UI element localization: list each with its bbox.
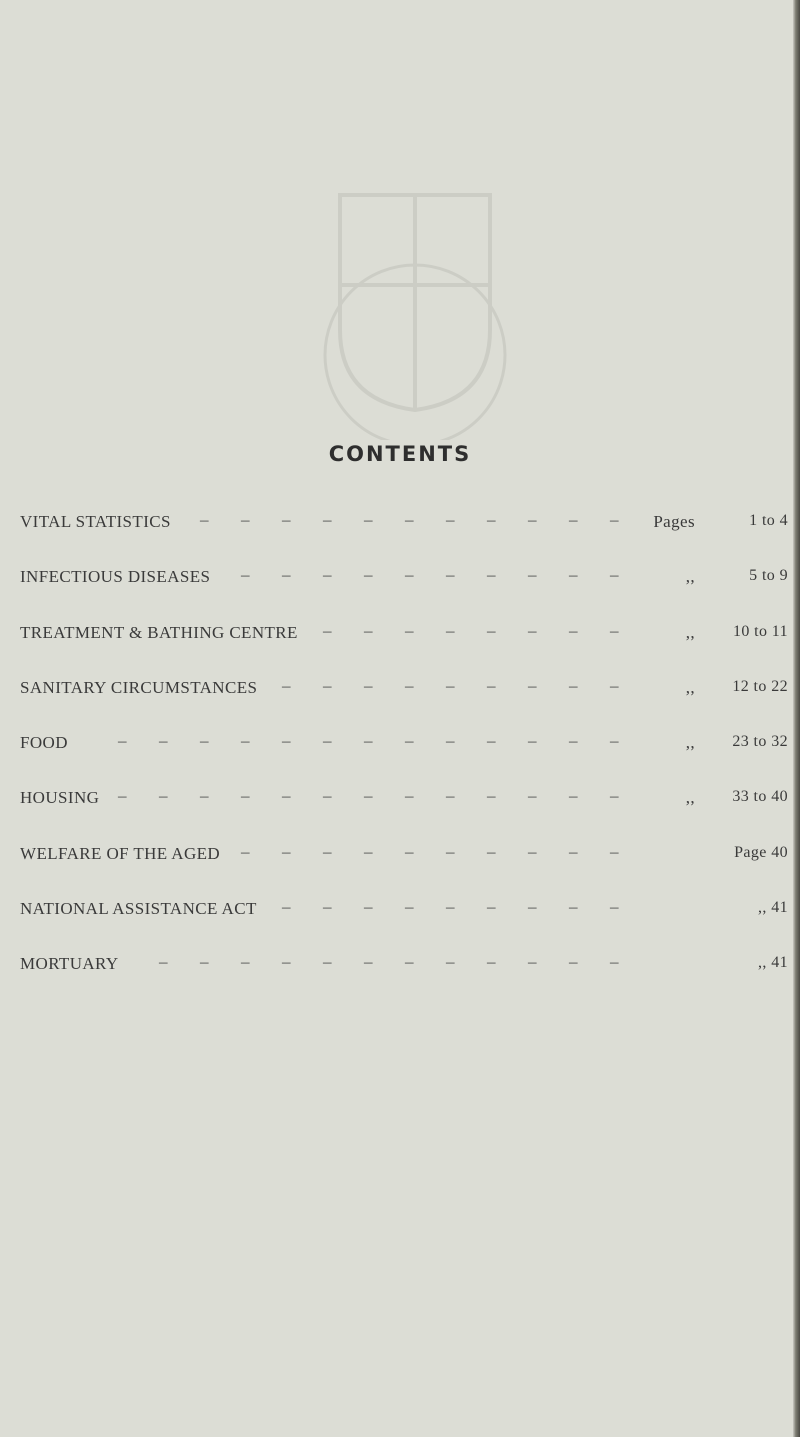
leader-dash: – xyxy=(446,952,455,972)
leader-dash: – xyxy=(323,620,332,640)
entry-title: SANITARY CIRCUMSTANCES xyxy=(20,677,258,697)
leader-dash: – xyxy=(569,897,578,917)
leader-dash: – xyxy=(446,565,455,585)
leader-dash: – xyxy=(487,620,496,640)
leader-dash: – xyxy=(487,897,496,917)
leader-dash: – xyxy=(159,952,168,972)
entry-page-range: Page 40 xyxy=(734,843,788,861)
entry-page-range: ,, 41 xyxy=(758,899,788,917)
leader-dash: – xyxy=(200,952,209,972)
contents-entry xyxy=(20,733,790,788)
entry-page-range: ,, 41 xyxy=(758,954,788,972)
entry-title: INFECTIOUS DISEASES xyxy=(20,567,211,587)
leader-dash: – xyxy=(159,731,168,751)
leader-dash: – xyxy=(405,620,414,640)
entry-page-prefix: ,, xyxy=(685,788,695,808)
leader-dash: – xyxy=(241,786,250,806)
leader-dash: – xyxy=(487,510,496,529)
leader-dash: – xyxy=(364,620,373,640)
leader-dash: – xyxy=(610,786,619,806)
leader-dash: – xyxy=(610,897,619,917)
leader-dash: – xyxy=(241,952,250,972)
leader-dash: – xyxy=(446,841,455,861)
leader-dash: – xyxy=(446,731,455,751)
entry-page-range: 33 to 40 xyxy=(732,788,788,806)
entry-title: MORTUARY xyxy=(20,954,119,974)
entry-title: VITAL STATISTICS xyxy=(20,512,171,531)
contents-entry xyxy=(20,954,790,1009)
leader-dash: – xyxy=(610,620,619,640)
leader-dash: – xyxy=(364,675,373,695)
crest-watermark xyxy=(0,0,800,440)
leader-dash: – xyxy=(364,565,373,585)
leader-dash: – xyxy=(282,731,291,751)
leader-dash: – xyxy=(405,841,414,861)
contents-entry xyxy=(20,512,790,567)
leader-dash: – xyxy=(528,786,537,806)
leader-dash: – xyxy=(610,510,619,529)
leader-dash: – xyxy=(569,841,578,861)
page-edge xyxy=(793,0,800,1437)
leader-dash: – xyxy=(569,620,578,640)
leader-dash: – xyxy=(569,565,578,585)
entry-page-prefix: ,, xyxy=(685,733,695,753)
page-title: CONTENTS xyxy=(328,442,472,466)
contents-entry xyxy=(20,620,790,678)
entry-page-prefix: Pages xyxy=(653,512,695,531)
entry-page-range: 1 to 4 xyxy=(749,512,788,529)
leader-dash: – xyxy=(446,620,455,640)
contents-entry xyxy=(20,675,790,733)
leader-dash: – xyxy=(159,786,168,806)
contents-entry xyxy=(20,567,790,622)
leader-dash: – xyxy=(405,510,414,529)
leader-dash: – xyxy=(569,675,578,695)
leader-dash: – xyxy=(610,841,619,861)
leader-dash: – xyxy=(569,510,578,529)
entry-title: WELFARE OF THE AGED xyxy=(20,843,221,863)
leader-dash: – xyxy=(487,952,496,972)
leader-dash: – xyxy=(282,510,291,529)
leader-dash: – xyxy=(569,786,578,806)
leader-dash: – xyxy=(487,675,496,695)
leader-dash: – xyxy=(610,731,619,751)
leader-dash: – xyxy=(282,952,291,972)
entry-title: NATIONAL ASSISTANCE ACT xyxy=(20,899,257,919)
leader-dash: – xyxy=(200,731,209,751)
leader-dash: – xyxy=(405,675,414,695)
leader-dash: – xyxy=(528,952,537,972)
leader-dash: – xyxy=(487,565,496,585)
leader-dash: – xyxy=(405,731,414,751)
entry-page-range: 23 to 32 xyxy=(732,733,788,751)
leader-dash: – xyxy=(323,841,332,861)
leader-dash: – xyxy=(528,675,537,695)
leader-dash: – xyxy=(528,565,537,585)
leader-dash: – xyxy=(569,952,578,972)
leader-dash: – xyxy=(487,731,496,751)
leader-dash: – xyxy=(282,675,291,695)
entry-title: TREATMENT & BATHING CENTRE xyxy=(20,622,298,642)
leader-dash: – xyxy=(487,786,496,806)
leader-dash: – xyxy=(364,841,373,861)
leader-dash: – xyxy=(405,897,414,917)
entry-page-range: 12 to 22 xyxy=(732,677,788,695)
leader-dash: – xyxy=(323,786,332,806)
leader-dash: – xyxy=(528,510,537,529)
contents-list xyxy=(20,512,790,1010)
leader-dash: – xyxy=(241,731,250,751)
contents-entry xyxy=(20,788,790,843)
leader-dash: – xyxy=(118,786,127,806)
leader-dash: – xyxy=(323,731,332,751)
leader-dash: – xyxy=(282,897,291,917)
entry-page-range: 5 to 9 xyxy=(749,567,788,585)
leader-dash: – xyxy=(323,510,332,529)
leader-dash: – xyxy=(610,675,619,695)
leader-dash: – xyxy=(364,786,373,806)
leader-dash: – xyxy=(323,952,332,972)
entry-page-prefix: ,, xyxy=(685,567,695,587)
leader-dash: – xyxy=(282,786,291,806)
leader-dash: – xyxy=(528,620,537,640)
contents-entry xyxy=(20,899,790,954)
entry-title: HOUSING xyxy=(20,788,100,808)
entry-page-range: 10 to 11 xyxy=(732,622,788,640)
leader-dash: – xyxy=(610,565,619,585)
leader-dash: – xyxy=(528,841,537,861)
leader-dash: – xyxy=(405,952,414,972)
leader-dash: – xyxy=(528,731,537,751)
leader-dash: – xyxy=(200,510,209,529)
entry-title: FOOD xyxy=(20,733,68,753)
leader-dash: – xyxy=(487,841,496,861)
leader-dash: – xyxy=(364,731,373,751)
leader-dash: – xyxy=(610,952,619,972)
leader-dash: – xyxy=(364,510,373,529)
leader-dash: – xyxy=(118,731,127,751)
leader-dash: – xyxy=(569,731,578,751)
leader-dash: – xyxy=(282,841,291,861)
entry-page-prefix: ,, xyxy=(685,677,695,697)
leader-dash: – xyxy=(364,952,373,972)
leader-dash: – xyxy=(200,786,209,806)
leader-dash: – xyxy=(241,565,250,585)
leader-dash: – xyxy=(241,841,250,861)
leader-dash: – xyxy=(528,897,537,917)
leader-dash: – xyxy=(323,675,332,695)
leader-dash: – xyxy=(446,510,455,529)
leader-dash: – xyxy=(446,786,455,806)
leader-dash: – xyxy=(405,786,414,806)
leader-dash: – xyxy=(446,675,455,695)
leader-dash: – xyxy=(323,565,332,585)
leader-dash: – xyxy=(446,897,455,917)
leader-dash: – xyxy=(405,565,414,585)
entry-page-prefix: ,, xyxy=(685,622,695,642)
leader-dash: – xyxy=(323,897,332,917)
leader-dash: – xyxy=(282,565,291,585)
leader-dash: – xyxy=(364,897,373,917)
leader-dash: – xyxy=(241,510,250,529)
contents-entry xyxy=(20,841,790,899)
